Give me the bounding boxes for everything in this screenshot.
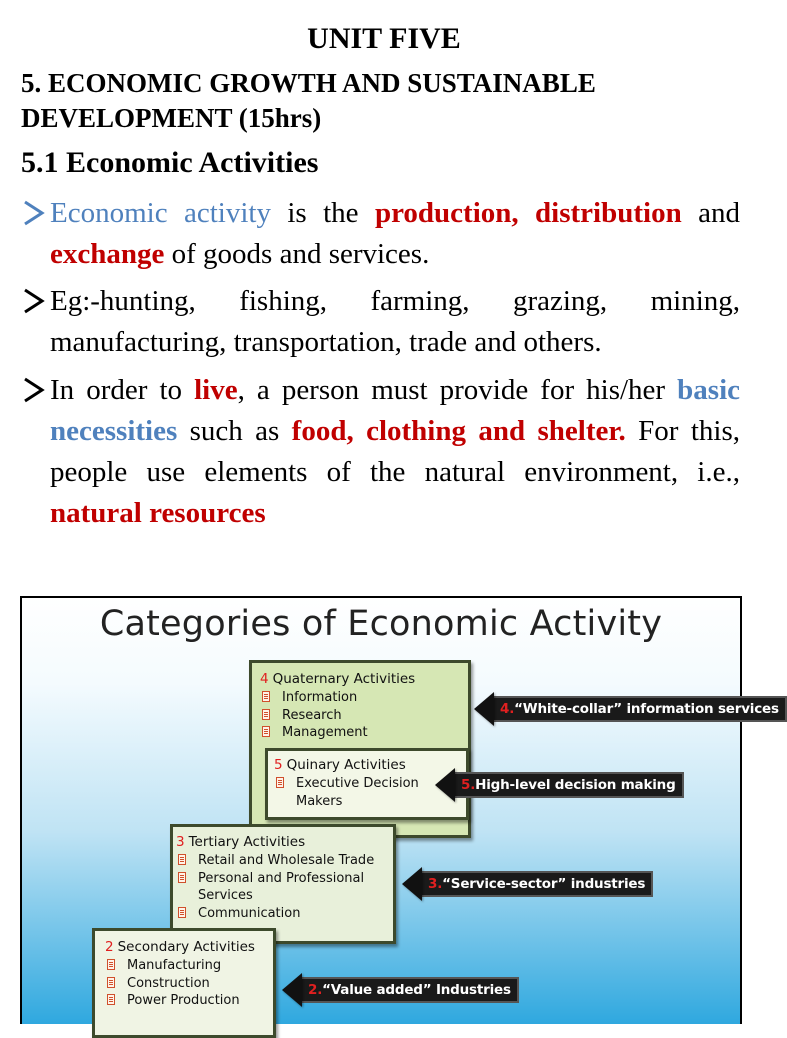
run: In order to [50, 374, 195, 406]
run: of goods and services. [164, 238, 430, 270]
economic-activity-figure [20, 596, 779, 1024]
label-text: “Service-sector” industries [442, 876, 646, 892]
list-item-text: Communication [198, 905, 301, 921]
label-quinary [435, 773, 684, 797]
panel-heading-text: Quinary Activities [286, 757, 406, 773]
chapter-title: 5. ECONOMIC GROWTH AND SUSTAINABLE DEVELOPMENT (15hrs) [21, 68, 596, 133]
list-item [176, 870, 376, 905]
document-icon [262, 691, 270, 702]
list-item-text: Management [282, 725, 368, 740]
list-item-text: Information [282, 690, 358, 705]
arrow-left-icon [402, 867, 422, 901]
label-box [300, 977, 519, 1003]
panel-secondary [92, 928, 276, 1038]
label-box [453, 772, 684, 798]
bullet-text [50, 193, 740, 275]
run: For this, people use elements of the natural environment, i.e., [50, 415, 740, 488]
document-icon [107, 959, 115, 970]
figure-title: Categories of Economic Activity [99, 604, 663, 644]
panel-heading [176, 834, 393, 850]
section-title: 5.1 Economic Activities [21, 146, 319, 179]
list-item [176, 905, 376, 923]
panel-heading [105, 939, 273, 955]
arrow-left-icon [474, 692, 494, 726]
arrow-left-icon [435, 768, 455, 802]
run: exchange [50, 238, 165, 270]
list-item-text: Research [282, 707, 342, 723]
run: basic necessities [50, 374, 740, 447]
list-item-text: Retail and Wholesale Trade [198, 853, 375, 868]
bullet-text [50, 281, 740, 363]
unit-title: UNIT FIVE [307, 22, 461, 55]
document-icon [107, 994, 115, 1005]
arrow-bullet-icon [21, 370, 47, 411]
panel-heading-text: Quaternary Activities [272, 671, 416, 687]
document-icon [276, 777, 284, 788]
run: , a person must provide for his/her [237, 374, 678, 406]
label-number: 5. [461, 777, 476, 793]
list-item [105, 992, 273, 1010]
label-number: 2. [308, 982, 323, 998]
arrow-bullet-icon [21, 281, 47, 322]
bullet-text [50, 370, 740, 534]
list-item [274, 775, 444, 811]
list-item [105, 975, 273, 993]
run: natural resources [50, 497, 266, 529]
list-item-text: Construction [127, 975, 210, 991]
document-icon [107, 977, 115, 988]
document-icon [178, 854, 186, 865]
list-item [260, 689, 468, 707]
panel-list [274, 775, 444, 811]
list-item-text: Executive Decision Makers [296, 776, 419, 809]
label-box [420, 871, 653, 897]
panel-heading [260, 671, 468, 687]
list-item [176, 852, 376, 870]
panel-number: 3 [176, 834, 185, 850]
panel-number: 2 [105, 939, 114, 955]
label-text: “White-collar” information services [514, 701, 779, 717]
document-icon [262, 709, 270, 720]
list-item-text: Manufacturing [127, 958, 222, 973]
document-icon [178, 907, 186, 918]
list-item-text: Power Production [127, 993, 240, 1008]
run: food, clothing and shelter. [291, 415, 626, 447]
run: such as [177, 415, 292, 447]
run: Economic activity [50, 197, 271, 229]
label-tertiary [402, 872, 653, 896]
panel-list [105, 957, 273, 1010]
list-item [105, 957, 273, 975]
run: Eg:-hunting, fishing, farming, grazing, mining, manufacturing, transportation, trade and others. [50, 285, 740, 358]
label-secondary [282, 978, 519, 1002]
arrow-bullet-icon [21, 193, 47, 234]
panel-heading-text: Tertiary Activities [188, 834, 306, 850]
panel-tertiary [170, 824, 396, 944]
bullet-definition [21, 193, 740, 275]
list-item [260, 707, 468, 725]
label-text: “Value added” Industries [322, 982, 511, 998]
run: production, distribution [374, 197, 682, 229]
bullet-examples [21, 281, 740, 363]
run: is the [270, 197, 375, 229]
list-item [260, 724, 468, 742]
bullet-necessities [21, 370, 740, 534]
panel-list [260, 689, 468, 742]
panel-list [176, 852, 376, 922]
label-number: 4. [500, 701, 515, 717]
run: live [194, 374, 238, 406]
arrow-left-icon [282, 973, 302, 1007]
label-text: High-level decision making [475, 777, 676, 793]
run: and [681, 197, 740, 229]
document-icon [262, 726, 270, 737]
panel-number: 5 [274, 757, 283, 773]
panel-heading-text: Secondary Activities [117, 939, 255, 955]
document-icon [178, 872, 186, 883]
list-item-text: Personal and Professional Services [198, 870, 365, 903]
panel-number: 4 [260, 671, 269, 687]
label-quaternary [474, 697, 787, 721]
label-number: 3. [428, 876, 443, 892]
label-box [492, 696, 787, 722]
